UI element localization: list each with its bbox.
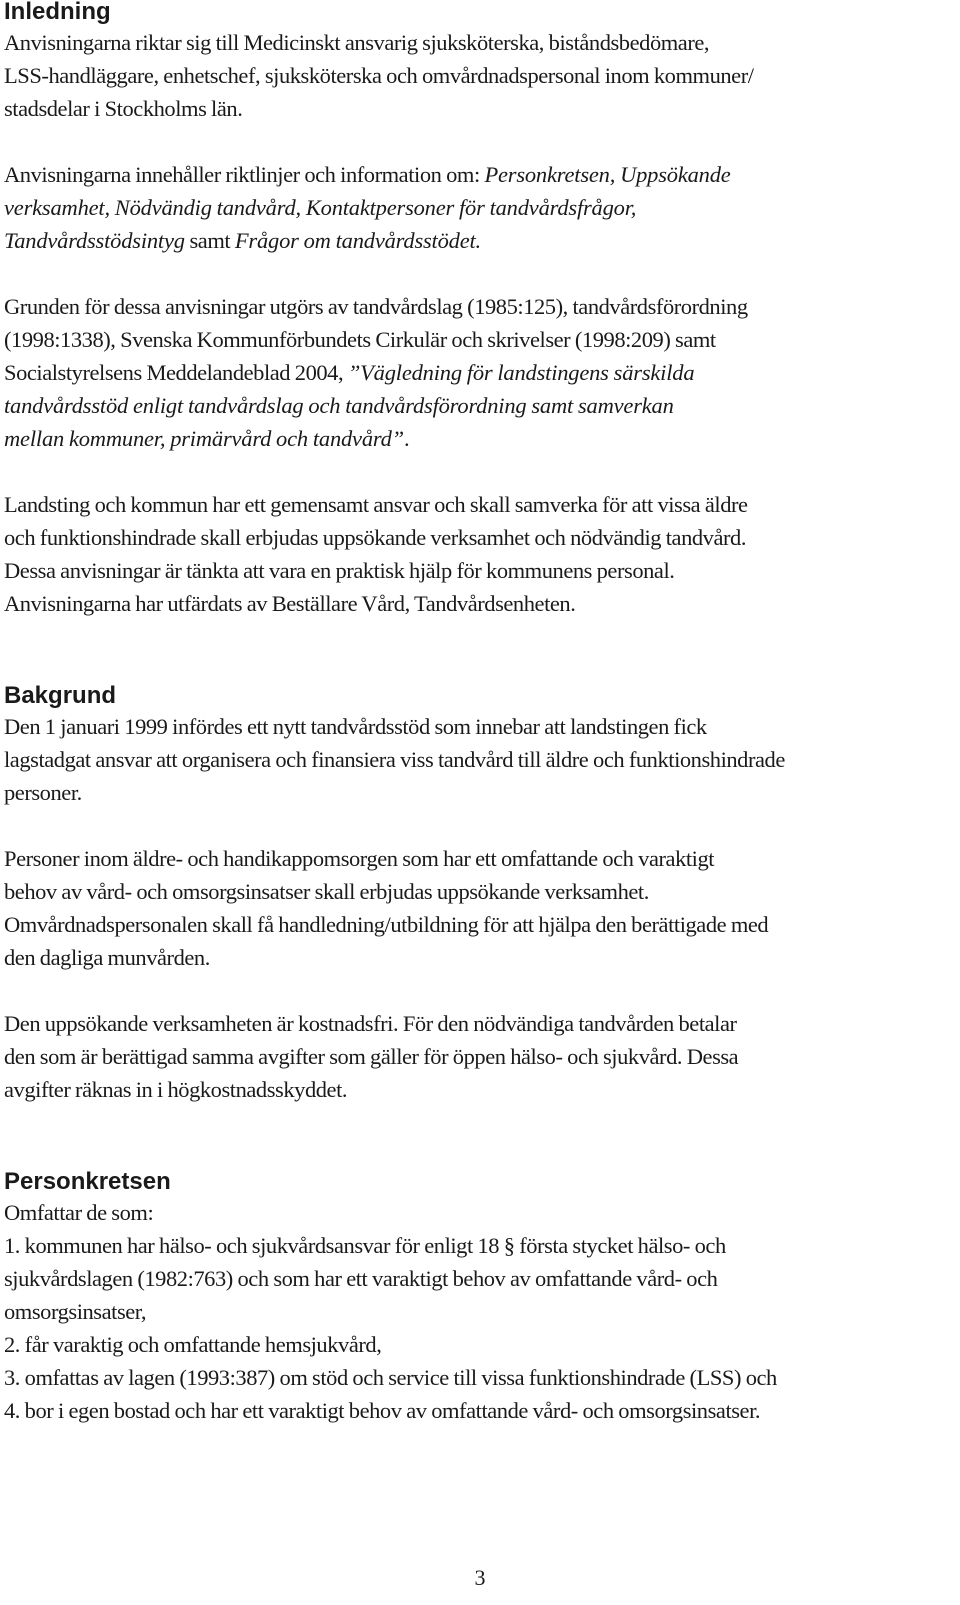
list-item: 3. omfattas av lagen (1993:387) om stöd och service till vissa funktionshindrade (LSS) och: [4, 1365, 777, 1390]
text-run: Anvisningarna innehåller riktlinjer och information om:: [4, 162, 485, 187]
text-line: personer.: [4, 780, 82, 805]
page-number: 3: [474, 1565, 486, 1590]
list-item-continuation: sjukvårdslagen (1982:763) och som har ett varaktigt behov av omfattande vård- och: [4, 1266, 718, 1291]
section-heading-bakgrund: Bakgrund: [4, 682, 117, 709]
inledning-paragraph-2: [4, 158, 952, 257]
text-line: och funktionshindrade skall erbjudas uppsökande verksamhet och nödvändig tandvård.: [4, 525, 747, 550]
text-line: Den 1 januari 1999 infördes ett nytt tandvårdsstöd som innebar att landstingen fick: [4, 714, 707, 739]
text-line: stadsdelar i Stockholms län.: [4, 96, 243, 121]
list-item: 2. får varaktig och omfattande hemsjukvård,: [4, 1332, 382, 1357]
italic-text-run: mellan kommuner, primärvård och tandvård”: [4, 426, 404, 451]
italic-text-run: Frågor om tandvårdsstödet.: [234, 228, 481, 253]
inledning-paragraph-4: [4, 488, 952, 620]
text-line: Landsting och kommun har ett gemensamt ansvar och skall samverka för att vissa äldre: [4, 492, 748, 517]
text-line: Omvårdnadspersonalen skall få handledning/utbildning för att hjälpa den berättigade med: [4, 912, 769, 937]
italic-text-run: Personkretsen, Uppsökande: [484, 162, 731, 187]
text-line: Personer inom äldre- och handikappomsorgen som har ett omfattande och varaktigt: [4, 846, 715, 871]
section-heading-inledning: Inledning: [4, 0, 111, 25]
italic-text-run: Tandvårdsstödsintyg: [4, 228, 185, 253]
text-line: [4, 422, 952, 455]
text-line: avgifter räknas in i högkostnadsskyddet.: [4, 1077, 348, 1102]
inledning-paragraph-3: [4, 290, 952, 455]
inledning-paragraph-1: [4, 26, 952, 125]
bakgrund-paragraph-1: [4, 710, 952, 809]
text-line: [4, 158, 952, 191]
text-line: LSS-handläggare, enhetschef, sjuksköterska och omvårdnadspersonal inom kommuner/: [4, 63, 754, 88]
text-line: Dessa anvisningar är tänkta att vara en praktisk hjälp för kommunens personal.: [4, 558, 675, 583]
italic-text-line: tandvårdsstöd enligt tandvårdslag och tandvårdsförordning samt samverkan: [4, 393, 674, 418]
bakgrund-paragraph-2: [4, 842, 952, 974]
section-heading-personkretsen: Personkretsen: [4, 1168, 171, 1195]
text-line: [4, 224, 952, 257]
text-run: .: [403, 426, 410, 451]
text-line: lagstadgat ansvar att organisera och finansiera viss tandvård till äldre och funktionshindrade: [4, 747, 785, 772]
text-line: den som är berättigad samma avgifter som gäller för öppen hälso- och sjukvård. Dessa: [4, 1044, 739, 1069]
bakgrund-paragraph-3: [4, 1007, 952, 1106]
list-item: 1. kommunen har hälso- och sjukvårdsansvar för enligt 18 § första stycket hälso- och: [4, 1233, 726, 1258]
text-line: Anvisningarna riktar sig till Medicinskt ansvarig sjuksköterska, biståndsbedömare,: [4, 30, 710, 55]
italic-text-line: verksamhet, Nödvändig tandvård, Kontaktpersoner för tandvårdsfrågor,: [4, 195, 637, 220]
text-line: behov av vård- och omsorgsinsatser skall erbjudas uppsökande verksamhet.: [4, 879, 649, 904]
list-intro: Omfattar de som:: [4, 1200, 154, 1225]
text-line: den dagliga munvården.: [4, 945, 210, 970]
text-line: [4, 356, 952, 389]
text-line: (1998:1338), Svenska Kommunförbundets Cirkulär och skrivelser (1998:209) samt: [4, 327, 716, 352]
italic-text-run: ”Vägledning för landstingens särskilda: [347, 360, 695, 385]
text-run: samt: [184, 228, 235, 253]
text-line: Anvisningarna har utfärdats av Beställare Vård, Tandvårdsenheten.: [4, 591, 576, 616]
text-line: Den uppsökande verksamheten är kostnadsfri. För den nödvändiga tandvården betalar: [4, 1011, 737, 1036]
text-run: Socialstyrelsens Meddelandeblad 2004,: [4, 360, 348, 385]
list-item: 4. bor i egen bostad och har ett varaktigt behov av omfattande vård- och omsorgsinsatser.: [4, 1398, 761, 1423]
document-page: [4, 0, 952, 1427]
text-line: Grunden för dessa anvisningar utgörs av tandvårdslag (1985:125), tandvårdsförordning: [4, 294, 748, 319]
personkretsen-list: [4, 1196, 952, 1427]
list-item-continuation: omsorgsinsatser,: [4, 1299, 147, 1324]
